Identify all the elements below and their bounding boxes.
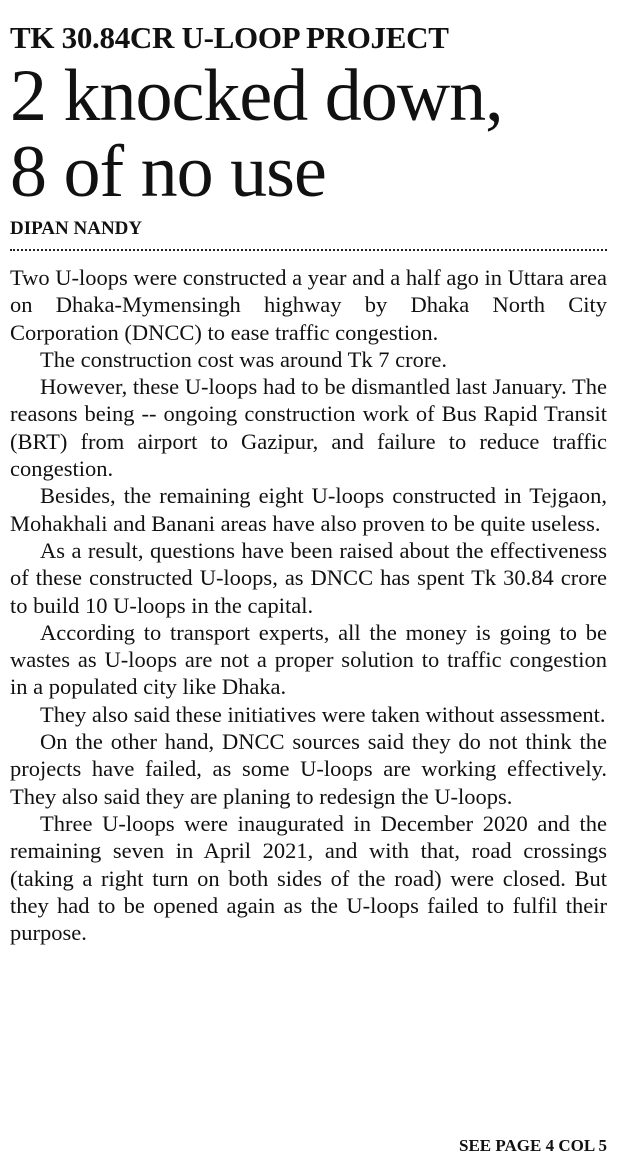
paragraph-4: Besides, the remaining eight U-loops constructed in Tejgaon, Mohakhali and Banani areas have also proven to be quite useless. <box>10 483 607 536</box>
paragraph-8: On the other hand, DNCC sources said they do not think the projects have failed, as some U-loops are working effectively. They also said they are planing to redesign the U-loops. <box>10 729 607 809</box>
paragraph-5: As a result, questions have been raised about the effectiveness of these constructed U-loops, as DNCC has spent Tk 30.84 crore to build 10 U-loops in the capital. <box>10 537 607 618</box>
kicker: TK 30.84CR U-LOOP PROJECT <box>10 20 449 55</box>
article <box>10 0 607 1155</box>
headline-line-2: 8 of no use <box>10 131 326 213</box>
headline <box>10 55 607 213</box>
paragraph-6: According to transport experts, all the money is going to be wastes as U-loops are not a proper solution to traffic congestion in a populated city like Dhaka. <box>10 619 607 700</box>
dotted-divider <box>10 249 607 251</box>
paragraph-9: Three U-loops were inaugurated in December 2020 and the remaining seven in April 2021, and with that, road crossings (taking a right turn on both sides of the road) were closed. But they had to be opened again as the U-loops failed to fulfil their purpose. <box>10 810 607 946</box>
paragraph-2: The construction cost was around Tk 7 crore. <box>40 346 447 372</box>
byline: DIPAN NANDY <box>10 218 143 239</box>
paragraph-1: Two U-loops were constructed a year and a half ago in Uttara area on Dhaka-Mymensingh highway by Dhaka North City Corporation (DNCC) to ease traffic congestion. <box>10 265 607 345</box>
paragraph-7: They also said these initiatives were taken without assessment. <box>40 701 606 727</box>
headline-line-1: 2 knocked down, <box>10 55 503 137</box>
paragraph-3: However, these U-loops had to be dismantled last January. The reasons being -- ongoing construction work of Bus Rapid Transit (BRT) from airport to Gazipur, and failure to reduce traffic congestion. <box>10 374 607 482</box>
jump-line: SEE PAGE 4 COL 5 <box>459 1136 607 1155</box>
article-body <box>10 264 607 946</box>
